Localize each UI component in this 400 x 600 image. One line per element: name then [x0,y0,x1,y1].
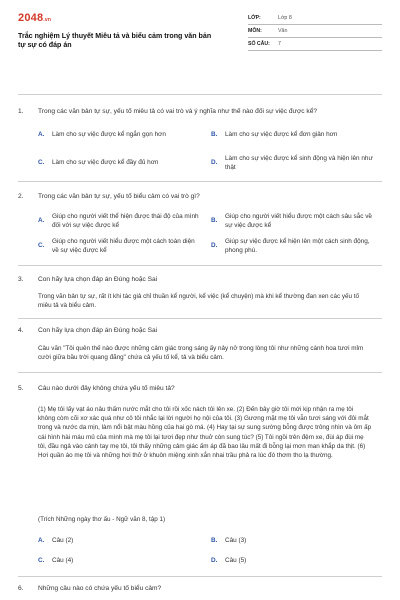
option-text: Giúp cho người viết thể hiện được thái độ của mình đối với sự việc được kể [52,213,199,229]
option-text: Câu (5) [225,557,247,564]
divider [18,265,382,266]
option-a[interactable] [38,537,208,549]
option-letter: D. [211,557,218,564]
option-letter: A. [38,217,45,224]
question-body: Trong văn bản tự sự, rất ít khi tác giả chỉ thuần kể người, kể việc (kể chuyện) mà khi kể thường đan xen các yếu tố miêu tả và biểu cảm. [38,293,359,310]
option-b[interactable] [211,213,381,233]
question-text: Câu nào dưới đây không chứa yếu tố miêu tả? [38,385,175,392]
logo-suffix: .vn [43,17,52,23]
option-letter: A. [38,537,45,544]
divider [18,181,382,182]
source-citation: (Trích Những ngày thơ ấu - Ngữ văn 8, tập 1) [38,516,166,523]
question-number: 5. [18,385,24,392]
option-text: Giúp cho người viết hiểu được một cách sâu sắc về sự việc được kể [225,213,372,229]
option-letter: C. [38,557,45,564]
class-value: Lớp 8 [278,15,292,21]
question-text: Những câu nào có chứa yếu tố biểu cảm? [38,585,162,592]
meta-row-count [248,38,382,51]
divider [18,576,382,577]
question-body: (1) Mẹ tôi lấy vạt áo nâu thấm nước mắt cho tôi rồi xốc nách tôi lên xe. (2) Đến bây giờ tôi mới kịp nhận ra mẹ tôi không còm cõi xơ xác quá như cô tôi nhắc lại lời người họ nội của tôi. (3) Gương mặt mẹ tôi vẫn tươi sáng với đôi mắt trong và nước da mịn, làm nổi bật màu hồng của hai gò má. (4) Hay tại sự sung sướng bỗng được trông nhìn và ôm ấp cái hình hài máu mủ của mình mà mẹ tôi lại tươi đẹp như thuở còn sung túc? (5) Tôi ngồi trên đệm xe, đùi áp đùi mẹ tôi, đầu ngả vào cánh tay mẹ tôi, tôi thấy những cảm giác ấm áp đã bao lâu mất đi bỗng lại mơn man khắp da thịt. (6) Hơi quần áo mẹ tôi và những hơi thở ở khuôn miệng xinh xắn nhai trầu phả ra lúc đó thơm tho lạ thường. [38,406,372,460]
question-number: 2. [18,193,24,200]
option-d[interactable] [211,155,381,175]
question-body: Câu văn "Tôi quên thế nào được những cảm giác trong sáng ấy nảy nở trong lòng tôi như những cánh hoa tươi mỉm cười giữa bầu trời quang đãng" chứa cả yếu tố kể, tả và biểu cảm. [38,345,364,362]
option-d[interactable] [211,238,381,258]
question-number: 1. [18,108,24,115]
meta-row-class [248,12,382,25]
subject-value: Văn [278,28,288,34]
subject-label: MÔN: [248,28,262,34]
option-c[interactable] [38,159,208,171]
option-letter: C. [38,242,45,249]
class-label: LỚP: [248,15,261,21]
question-number: 4. [18,327,24,334]
site-logo[interactable] [18,12,51,24]
option-letter: A. [38,131,45,138]
document-title: Trắc nghiệm Lý thuyết Miêu tả và biểu cảm trong văn bản tự sự có đáp án [18,32,212,49]
option-letter: B. [211,131,218,138]
option-letter: B. [211,217,218,224]
option-c[interactable] [38,557,208,569]
option-letter: C. [38,159,45,166]
option-a[interactable] [38,213,208,233]
meta-table [248,12,382,51]
divider [18,372,382,373]
option-text: Câu (3) [225,537,247,544]
divider [18,318,382,319]
option-text: Làm cho sự việc được kể sinh động và hiện lên như thật [225,155,373,171]
option-text: Câu (4) [52,557,74,564]
option-b[interactable] [211,131,381,143]
option-letter: D. [211,159,218,166]
question-text: Con hãy lựa chọn đáp án Đúng hoặc Sai [38,327,158,334]
option-text: Câu (2) [52,537,74,544]
option-text: Làm cho sự việc được kể đơn giản hơn [225,131,338,138]
option-letter: B. [211,537,218,544]
divider [18,94,382,95]
question-text: Trong các văn bản tự sự, yếu tố miêu tả có vai trò và ý nghĩa như thế nào đối sự việc được kể? [38,108,318,115]
option-c[interactable] [38,238,208,258]
option-a[interactable] [38,131,208,143]
option-text: Giúp sự việc được kể hiện lên một cách sinh động, phong phú. [225,238,370,254]
count-label: SỐ CÂU: [248,41,270,47]
question-text: Trong các văn bản tự sự, yếu tố biểu cảm có vai trò gì? [38,193,200,200]
count-value: 7 [278,41,281,47]
option-letter: D. [211,242,218,249]
option-text: Làm cho sự việc được kể ngắn gọn hơn [52,131,166,138]
option-b[interactable] [211,537,381,549]
option-text: Giúp cho người viết hiểu được một cách toàn diện về sự việc được kể [52,238,195,254]
page-header [18,12,382,58]
question-number: 3. [18,276,24,283]
logo-text: 2048 [18,12,44,24]
option-d[interactable] [211,557,381,569]
option-text: Làm cho sự việc được kể đầy đủ hơn [52,159,159,166]
question-text: Con hãy lựa chọn đáp án Đúng hoặc Sai [38,276,158,283]
question-number: 6. [18,585,24,592]
meta-row-subject [248,25,382,38]
